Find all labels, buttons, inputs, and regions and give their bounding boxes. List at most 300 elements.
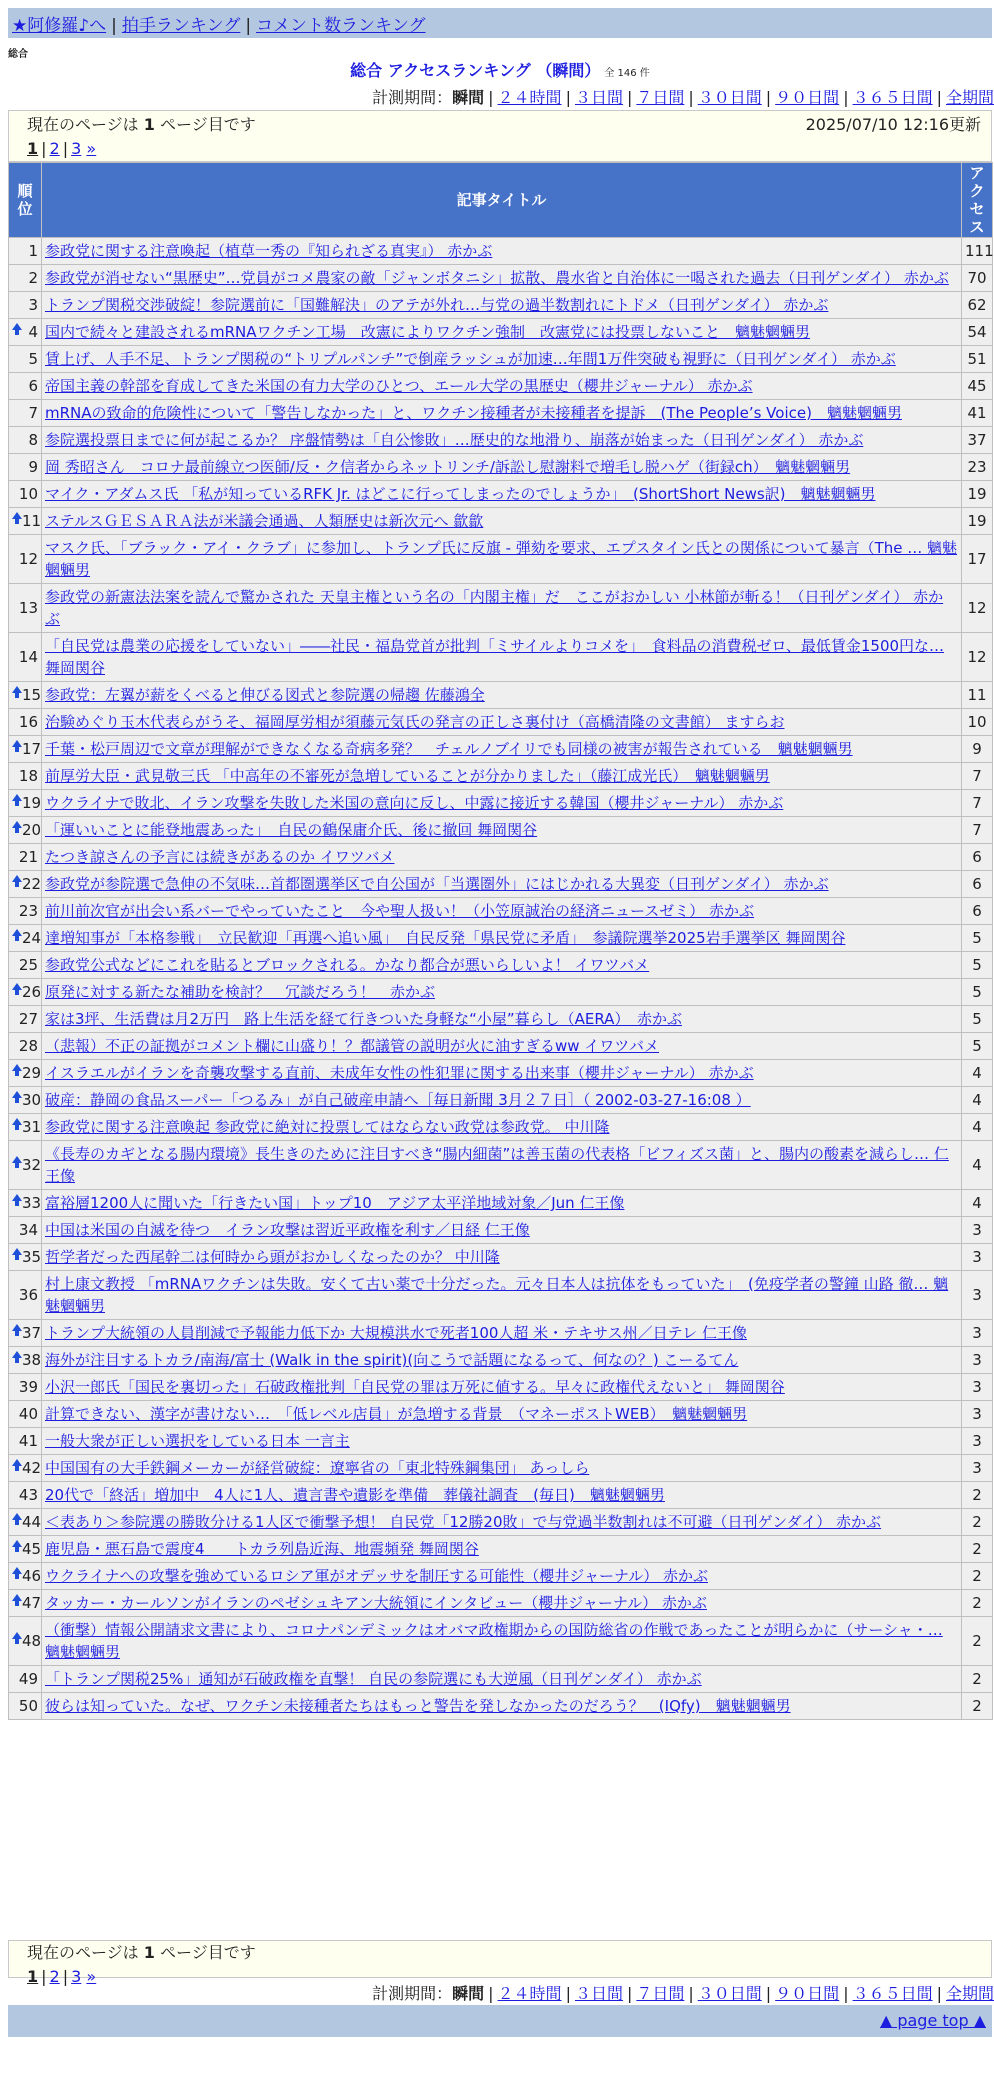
title-cell	[42, 1617, 962, 1666]
access-count: 5	[962, 925, 993, 952]
status-suffix: ページ目です	[160, 1943, 256, 1962]
title-cell	[42, 508, 962, 535]
article-title-link[interactable]: マイク・アダムス氏 「私が知っているRFK Jr. はどこに行ってしまったのでしょうか」 (ShortShort News訳) 魑魅魍魎男	[45, 485, 876, 503]
access-count: 10	[962, 709, 993, 736]
article-title-link[interactable]: 村上康文教授 「mRNAワクチンは失敗。安くて古い薬で十分だった。元々日本人は抗体をもっていた」 (免疫学者の警鐘 山路 徹… 魑魅魍魎男	[45, 1275, 949, 1315]
rank-number: 41	[18, 1432, 38, 1450]
rank-cell	[9, 1563, 42, 1590]
article-title-link[interactable]: 中国は米国の自滅を待つ イラン攻撃は習近平政権を利す／日経 仁王像	[45, 1221, 530, 1239]
page-top-link[interactable]: ▲ page top ▲	[879, 2011, 986, 2030]
rank-cell	[9, 633, 42, 682]
access-count: 5	[962, 979, 993, 1006]
rank-number: 44	[22, 1513, 42, 1531]
title-cell	[42, 1509, 962, 1536]
article-title-link[interactable]: 計算できない、漢字が書けない… 「低レベル店員」が急増する背景 （マネーポストWEB） 魑魅魍魎男	[45, 1405, 748, 1423]
access-count: 2	[962, 1482, 993, 1509]
article-title-link[interactable]: 一般大衆が正しい選択をしている日本 一言主	[45, 1432, 350, 1450]
rank-number: 45	[22, 1540, 42, 1558]
title-cell	[42, 1374, 962, 1401]
article-title-link[interactable]: 千葉・松戸周辺で文章が理解ができなくなる奇病多発？ チェルノブイリでも同様の被害が報告されている 魑魅魍魎男	[45, 740, 853, 758]
title-cell	[42, 1141, 962, 1190]
title-cell	[42, 1482, 962, 1509]
rank-number: 38	[22, 1351, 42, 1369]
rank-cell	[9, 1087, 42, 1114]
table-row	[9, 1482, 993, 1509]
article-title-link[interactable]: イスラエルがイランを奇襲攻撃する直前、未成年女性の性犯罪に関する出来事（櫻井ジャーナル） 赤かぶ	[45, 1064, 754, 1082]
article-title-link[interactable]: ステルスＧＥＳＡＲＡ法が米議会通過、人類歴史は新次元へ 歙歙	[45, 512, 484, 530]
article-title-link[interactable]: 参院選投票日までに何が起こるか？ 序盤情勢は「自公惨敗」…歴史的な地滑り、崩落が始まった（日刊ゲンダイ） 赤かぶ	[45, 431, 864, 449]
table-row	[9, 952, 993, 979]
table-row	[9, 427, 993, 454]
rank-cell	[9, 1693, 42, 1720]
period-selector-bottom	[8, 1981, 994, 2004]
article-title-link[interactable]: 賃上げ、人手不足、トランプ関税の“トリプルパンチ”で倒産ラッシュが加速…年間1万件突破も視野に（日刊ゲンダイ） 赤かぶ	[45, 350, 896, 368]
rank-number: 21	[18, 848, 38, 866]
article-title-link[interactable]: 「運いいことに能登地震あった」 自民の鶴保庸介氏、後に撤回 舞岡関谷	[45, 821, 538, 839]
period-selector	[8, 85, 994, 108]
table-row	[9, 1666, 993, 1693]
rank-cell	[9, 292, 42, 319]
rank-cell	[9, 1482, 42, 1509]
rank-cell	[9, 1271, 42, 1320]
up-arrow-icon	[12, 1540, 22, 1547]
access-count: 3	[962, 1401, 993, 1428]
access-count: 2	[962, 1536, 993, 1563]
up-arrow-icon	[12, 740, 22, 747]
article-title-link[interactable]: 参政党が消せない“黒歴史”…党員がコメ農家の敵「ジャンボタニシ」拡散、農水省と自治体に一喝された過去（日刊ゲンダイ） 赤かぶ	[45, 269, 949, 287]
rank-number: 2	[28, 269, 38, 287]
rank-cell	[9, 1141, 42, 1190]
rank-cell	[9, 1060, 42, 1087]
rank-number: 29	[22, 1064, 42, 1082]
nav-link-comment-ranking[interactable]: コメント数ランキング	[256, 16, 426, 36]
up-arrow-icon	[12, 1351, 22, 1358]
table-row	[9, 1271, 993, 1320]
period-option-link[interactable]: 全期間	[945, 1984, 994, 2003]
rank-cell	[9, 817, 42, 844]
up-arrow-icon	[12, 1248, 22, 1255]
rank-cell	[9, 1006, 42, 1033]
article-title-link[interactable]: トランプ関税交渉破綻！参院選前に「国難解決」のアテが外れ…与党の過半数割れにトドメ（日刊ゲンダイ） 赤かぶ	[45, 296, 829, 314]
period-option-link[interactable]: ３０日間	[697, 1984, 762, 2003]
pagination-separator: |	[62, 1967, 69, 1986]
period-separator: |	[565, 88, 571, 107]
table-row	[9, 736, 993, 763]
status-page-number: 1	[143, 115, 155, 134]
rank-number: 9	[28, 458, 38, 476]
title-cell	[42, 1190, 962, 1217]
period-option-link[interactable]: ３６５日間	[852, 88, 933, 107]
rank-number: 13	[18, 599, 38, 617]
table-row	[9, 1374, 993, 1401]
title-cell	[42, 1217, 962, 1244]
rank-cell	[9, 952, 42, 979]
title-cell	[42, 1114, 962, 1141]
rank-cell	[9, 1428, 42, 1455]
title-cell	[42, 1455, 962, 1482]
article-title-link[interactable]: 20代で「終活」増加中 4人に1人、遺言書や遺影を準備 葬儀社調査 (毎日) 魑魅魍魎男	[45, 1486, 665, 1504]
period-current: 瞬間	[452, 1984, 485, 2003]
access-count: 62	[962, 292, 993, 319]
article-title-link[interactable]: 「トランプ関税25%」通知が石破政権を直撃！ 自民の参院選にも大逆風（日刊ゲンダイ） 赤かぶ	[45, 1670, 702, 1688]
title-cell	[42, 1271, 962, 1320]
table-row	[9, 790, 993, 817]
up-arrow-icon	[12, 1118, 22, 1125]
article-title-link[interactable]: 治験めぐり玉木代表らがうそ、福岡厚労相が須藤元気氏の発言の正しさ裏付け（高橋清隆の文書館） ますらお	[45, 713, 785, 731]
table-row	[9, 1617, 993, 1666]
rank-number: 22	[22, 875, 42, 893]
rank-column-header: 順位	[9, 163, 42, 238]
table-row	[9, 633, 993, 682]
period-option-link[interactable]: ２４時間	[497, 88, 562, 107]
up-arrow-icon	[12, 1064, 22, 1071]
title-cell	[42, 1006, 962, 1033]
access-count: 5	[962, 1006, 993, 1033]
rank-cell	[9, 373, 42, 400]
table-row	[9, 1509, 993, 1536]
rank-number: 10	[18, 485, 38, 503]
table-row	[9, 1141, 993, 1190]
rank-number: 35	[22, 1248, 42, 1266]
period-separator: |	[765, 1984, 772, 2003]
article-title-link[interactable]: タッカー・カールソンがイランのペゼシュキアン大統領にインタビュー（櫻井ジャーナル） 赤かぶ	[45, 1594, 707, 1612]
page-title: 総合 アクセスランキング （瞬間）	[350, 61, 601, 80]
title-cell	[42, 346, 962, 373]
rank-number: 32	[22, 1156, 42, 1174]
article-title-link[interactable]: たつき諒さんの予言には続きがあるのか イワツバメ	[45, 848, 395, 866]
title-cell	[42, 1060, 962, 1087]
pagination-status-row	[27, 113, 981, 137]
rank-number: 1	[28, 242, 38, 260]
rank-cell	[9, 1244, 42, 1271]
pagination-status	[27, 1941, 256, 1965]
table-row	[9, 1401, 993, 1428]
article-title-link[interactable]: 参政党：左翼が薪をくべると伸びる図式と参院選の帰趨 佐藤鴻全	[45, 686, 485, 704]
rank-cell	[9, 1033, 42, 1060]
title-cell	[42, 319, 962, 346]
rank-cell	[9, 898, 42, 925]
period-separator: |	[626, 1984, 633, 2003]
rank-number: 19	[22, 794, 42, 812]
rank-number: 24	[22, 929, 42, 947]
access-count: 70	[962, 265, 993, 292]
access-count: 23	[962, 454, 993, 481]
rank-cell	[9, 1217, 42, 1244]
title-cell	[42, 1590, 962, 1617]
article-title-link[interactable]: mRNAの致命的危険性について「警告しなかった」と、ワクチン接種者が未接種者を提訴 (The People’s Voice) 魑魅魍魎男	[45, 404, 902, 422]
rank-number: 46	[22, 1567, 42, 1585]
rank-cell	[9, 1401, 42, 1428]
period-option-link[interactable]: ３０日間	[697, 88, 762, 107]
access-count: 3	[962, 1428, 993, 1455]
rank-cell	[9, 790, 42, 817]
article-title-link[interactable]: 富裕層1200人に聞いた「行きたい国」トップ10 アジア太平洋地域対象／Jun 仁王像	[45, 1194, 625, 1212]
rank-cell	[9, 763, 42, 790]
table-row	[9, 1217, 993, 1244]
rank-cell	[9, 979, 42, 1006]
up-arrow-icon	[12, 323, 22, 330]
article-title-link[interactable]: 参政党に関する注意喚起 参政党に絶対に投票してはならない政党は参政党。 中川隆	[45, 1118, 610, 1136]
article-title-link[interactable]: ウクライナで敗北、イラン攻撃を失敗した米国の意向に反し、中露に接近する韓国（櫻井ジャーナル） 赤かぶ	[45, 794, 784, 812]
title-cell	[42, 952, 962, 979]
access-count: 3	[962, 1455, 993, 1482]
table-row	[9, 1693, 993, 1720]
article-title-link[interactable]: 前厚労大臣・武見敬三氏 「中高年の不審死が急増していることが分かりました」（藤江成光氏） 魑魅魍魎男	[45, 767, 770, 785]
up-arrow-icon	[12, 1194, 22, 1201]
table-row	[9, 709, 993, 736]
access-count: 2	[962, 1617, 993, 1666]
article-title-link[interactable]: マスク氏、「ブラック・アイ・クラブ」に参加し、トランプ氏に反旗 - 弾劾を要求、エプスタイン氏との関係について暴言（The … 魑魅魍魎男	[45, 539, 958, 579]
period-separator: |	[688, 88, 694, 107]
article-title-link[interactable]: トランプ大統領の人員削減で予報能力低下か 大規模洪水で死者100人超 米・テキサス州／日テレ 仁王像	[45, 1324, 748, 1342]
table-row	[9, 1033, 993, 1060]
table-row	[9, 1006, 993, 1033]
rank-cell	[9, 1114, 42, 1141]
article-title-link[interactable]: 《長寿のカギとなる腸内環境》長生きのために注目すべき“腸内細菌”は善玉菌の代表格「ビフィズス菌」と、腸内の酸素を減らし… 仁王像	[45, 1145, 949, 1185]
title-cell	[42, 1666, 962, 1693]
article-title-link[interactable]: 達増知事が「本格参戦」 立民歓迎「再選へ追い風」 自民反発「県民党に矛盾」 参議院選挙2025岩手選挙区 舞岡関谷	[45, 929, 846, 947]
article-title-link[interactable]: 鹿児島・悪石島で震度4 トカラ列島近海、地震頻発 舞岡関谷	[45, 1540, 479, 1558]
access-count: 7	[962, 763, 993, 790]
access-count: 2	[962, 1563, 993, 1590]
rank-cell	[9, 584, 42, 633]
up-arrow-icon	[12, 1632, 22, 1639]
rank-cell	[9, 319, 42, 346]
updated-timestamp: 2025/07/10 12:16更新	[805, 115, 981, 134]
article-title-link[interactable]: （悲報）不正の証拠がコメント欄に山盛り！？都議管の説明が火に油すぎるww イワツバメ	[45, 1037, 660, 1055]
table-row	[9, 844, 993, 871]
article-title-link[interactable]: 破産：静岡の食品スーパー「つるみ」が自己破産申請へ［毎日新聞 3月２７日］（ 2002-03-27-16:08 ）	[45, 1091, 751, 1109]
period-option-link[interactable]: ３日間	[574, 88, 623, 107]
rank-cell	[9, 1320, 42, 1347]
access-count: 7	[962, 790, 993, 817]
title-cell	[42, 1428, 962, 1455]
article-title-link[interactable]: 参政党公式などにこれを貼るとブロックされる。かなり都合が悪いらしいよ！ イワツバメ	[45, 956, 650, 974]
article-title-link[interactable]: 中国国有の大手鉄鋼メーカーが経営破綻：遼寧省の「東北特殊鋼集団」 あっしら	[45, 1459, 590, 1477]
up-arrow-icon	[12, 512, 22, 519]
article-title-link[interactable]: ウクライナへの攻撃を強めているロシア軍がオデッサを制圧する可能性（櫻井ジャーナル） 赤かぶ	[45, 1567, 708, 1585]
rank-cell	[9, 1190, 42, 1217]
article-title-link[interactable]: （衝撃）情報公開請求文書により、コロナパンデミックはオバマ政権期からの国防総省の作戦であったことが明らかに（サーシャ・… 魑魅魍魎男	[45, 1621, 943, 1661]
article-title-link[interactable]: 「自民党は農業の応援をしていない」――社民・福島党首が批判「ミサイルよりコメを」 食料品の消費税ゼロ、最低賃金1500円な… 舞岡関谷	[45, 637, 945, 677]
rank-cell	[9, 736, 42, 763]
rank-number: 4	[28, 323, 38, 341]
access-count: 4	[962, 1060, 993, 1087]
period-separator: |	[843, 88, 849, 107]
rank-cell	[9, 400, 42, 427]
table-row	[9, 265, 993, 292]
rank-number: 23	[18, 902, 38, 920]
article-title-link[interactable]: 原発に対する新たな補助を検討？ 冗談だろう！ 赤かぶ	[45, 983, 436, 1001]
article-title-link[interactable]: 彼らは知っていた。なぜ、ワクチン未接種者たちはもっと警告を発しなかったのだろう？ (IQfy) 魑魅魍魎男	[45, 1697, 791, 1715]
rank-number: 36	[18, 1286, 38, 1304]
pagination-separator: |	[62, 139, 69, 158]
table-row	[9, 1190, 993, 1217]
article-title-link[interactable]: 参政党に関する注意喚起（植草一秀の『知られざる真実』） 赤かぶ	[45, 242, 493, 260]
article-title-link[interactable]: 家は3坪、生活費は月2万円 路上生活を経て行きついた身軽な“小屋”暮らし（AERA） 赤かぶ	[45, 1010, 682, 1028]
access-count: 45	[962, 373, 993, 400]
table-row	[9, 1347, 993, 1374]
rank-number: 14	[18, 648, 38, 666]
rank-cell	[9, 682, 42, 709]
article-title-link[interactable]: 海外が注目するトカラ/南海/富士 (Walk in the spirit)(向こうで話題になるって、何なの？) こーるてん	[45, 1351, 739, 1369]
title-cell	[42, 1563, 962, 1590]
access-count: 111	[962, 238, 993, 265]
title-cell	[42, 1087, 962, 1114]
article-title-link[interactable]: 参政党が参院選で急伸の不気味…首都圏選挙区で自公国が「当選圏外」にはじかれる大異変（日刊ゲンダイ） 赤かぶ	[45, 875, 829, 893]
period-option-link[interactable]: ２４時間	[497, 1984, 562, 2003]
title-cell	[42, 1401, 962, 1428]
rank-cell	[9, 1590, 42, 1617]
access-count: 17	[962, 535, 993, 584]
pagination-next-link[interactable]: »	[86, 139, 97, 158]
rank-cell	[9, 1455, 42, 1482]
table-row	[9, 1114, 993, 1141]
table-row	[9, 319, 993, 346]
rank-cell	[9, 1347, 42, 1374]
access-count: 19	[962, 508, 993, 535]
up-arrow-icon	[12, 794, 22, 801]
table-row	[9, 535, 993, 584]
article-title-link[interactable]: 国内で続々と建設されるmRNAワクチン工場 改憲によりワクチン強制 改憲党には投票しないこと 魑魅魍魎男	[45, 323, 811, 341]
title-cell	[42, 1347, 962, 1374]
period-option-link[interactable]: ７日間	[636, 88, 685, 107]
table-row	[9, 584, 993, 633]
period-label: 計測期間：	[372, 88, 453, 107]
rank-number: 39	[18, 1378, 38, 1396]
period-separator: |	[626, 88, 633, 107]
pagination-page-link[interactable]: 3	[71, 1967, 82, 1986]
access-count: 2	[962, 1509, 993, 1536]
article-title-link[interactable]: 参政党の新憲法法案を読んで驚かされた 天皇主権という名の「内閣主権」だ ここがおかしい 小林節が斬る！（日刊ゲンダイ） 赤かぶ	[45, 588, 944, 628]
rank-number: 7	[28, 404, 38, 422]
rank-number: 6	[28, 377, 38, 395]
up-arrow-icon	[12, 875, 22, 882]
period-option-link[interactable]: ９０日間	[775, 1984, 840, 2003]
rank-cell	[9, 1509, 42, 1536]
access-count: 4	[962, 1114, 993, 1141]
up-arrow-icon	[12, 821, 22, 828]
title-cell	[42, 265, 962, 292]
table-row	[9, 871, 993, 898]
up-arrow-icon	[12, 1459, 22, 1466]
title-cell	[42, 844, 962, 871]
period-separator: |	[843, 1984, 849, 2003]
rank-number: 11	[22, 512, 42, 530]
up-arrow-icon	[12, 1091, 22, 1098]
access-count: 11	[962, 682, 993, 709]
rank-cell	[9, 1666, 42, 1693]
rank-cell	[9, 427, 42, 454]
table-row	[9, 481, 993, 508]
period-separator: |	[936, 88, 942, 107]
title-cell	[42, 535, 962, 584]
access-count: 4	[962, 1087, 993, 1114]
period-option-link[interactable]: ３日間	[574, 1984, 623, 2003]
rank-number: 48	[22, 1632, 42, 1650]
rank-cell	[9, 535, 42, 584]
rank-cell	[9, 1536, 42, 1563]
table-row	[9, 1536, 993, 1563]
access-count: 9	[962, 736, 993, 763]
rank-number: 15	[22, 686, 42, 704]
table-row	[9, 898, 993, 925]
rank-number: 49	[18, 1670, 38, 1688]
up-arrow-icon	[12, 1324, 22, 1331]
rank-number: 26	[22, 983, 42, 1001]
access-count: 4	[962, 1190, 993, 1217]
rank-number: 34	[18, 1221, 38, 1239]
table-row	[9, 373, 993, 400]
article-title-link[interactable]: 岡 秀昭さん コロナ最前線立つ医師/反・ク信者からネットリンチ/訴訟し慰謝料で増毛し脱ハゲ（街録ch） 魑魅魍魎男	[45, 458, 851, 476]
title-cell	[42, 925, 962, 952]
rank-number: 47	[22, 1594, 42, 1612]
pagination-page-link[interactable]: 2	[49, 139, 60, 158]
nav-link-applause-ranking[interactable]: 拍手ランキング	[121, 16, 241, 36]
rank-number: 28	[18, 1037, 38, 1055]
up-arrow-icon	[12, 1156, 22, 1163]
item-count: 全 146 件	[604, 68, 650, 79]
table-row	[9, 508, 993, 535]
pagination-status	[27, 113, 256, 137]
article-title-link[interactable]: 前川前次官が出会い系バーでやっていたこと 今や聖人扱い！（小笠原誠治の経済ニュースゼミ） 赤かぶ	[45, 902, 755, 920]
table-row	[9, 1455, 993, 1482]
period-separator: |	[565, 1984, 571, 2003]
rank-cell	[9, 1374, 42, 1401]
pagination-page-link[interactable]: 3	[71, 139, 82, 158]
period-option-link[interactable]: ７日間	[636, 1984, 685, 2003]
up-arrow-icon	[12, 1567, 22, 1574]
title-cell	[42, 763, 962, 790]
table-row	[9, 682, 993, 709]
pagination-box	[8, 110, 992, 162]
rank-number: 18	[18, 767, 38, 785]
access-count: 6	[962, 898, 993, 925]
rank-number: 37	[22, 1324, 42, 1342]
nav-link-home[interactable]: ★阿修羅♪へ	[12, 16, 107, 36]
title-cell	[42, 584, 962, 633]
ranking-table-body	[9, 238, 993, 1720]
rank-number: 12	[18, 550, 38, 568]
article-title-link[interactable]: 小沢一郎氏「国民を裏切った」石破政権批判「自民党の罪は万死に値する。早々に政権代えないと」 舞岡関谷	[45, 1378, 785, 1396]
title-cell	[42, 871, 962, 898]
period-option-link[interactable]: ３６５日間	[852, 1984, 933, 2003]
rank-number: 50	[18, 1697, 38, 1715]
rank-number: 16	[18, 713, 38, 731]
period-option-link[interactable]: ９０日間	[775, 88, 840, 107]
pagination-next-link[interactable]: »	[86, 1967, 97, 1986]
article-title-link[interactable]: 哲学者だった西尾幹二は何時から頭がおかしくなったのか？ 中川隆	[45, 1248, 500, 1266]
title-cell	[42, 1693, 962, 1720]
period-current: 瞬間	[452, 88, 485, 107]
title-cell	[42, 709, 962, 736]
article-title-link[interactable]: 帝国主義の幹部を育成してきた米国の有力大学のひとつ、エール大学の黒歴史（櫻井ジャーナル） 赤かぶ	[45, 377, 753, 395]
access-count: 3	[962, 1271, 993, 1320]
pagination-separator: |	[41, 1967, 47, 1986]
rank-number: 43	[18, 1486, 38, 1504]
status-suffix: ページ目です	[160, 115, 256, 134]
pagination-separator: |	[41, 139, 47, 158]
title-cell	[42, 1536, 962, 1563]
ranking-table	[8, 162, 993, 1720]
pagination-status-row	[27, 1941, 981, 1965]
footer-bar	[8, 2005, 992, 2037]
article-title-link[interactable]: ＜表あり＞参院選の勝敗分ける1人区で衝撃予想！ 自民党「12勝20敗」で与党過半数割れは不可避（日刊ゲンダイ） 赤かぶ	[45, 1513, 882, 1531]
pagination-page-link[interactable]: 2	[49, 1967, 60, 1986]
breadcrumb: 総合	[8, 49, 28, 60]
period-option-link[interactable]: 全期間	[945, 88, 994, 107]
rank-cell	[9, 454, 42, 481]
